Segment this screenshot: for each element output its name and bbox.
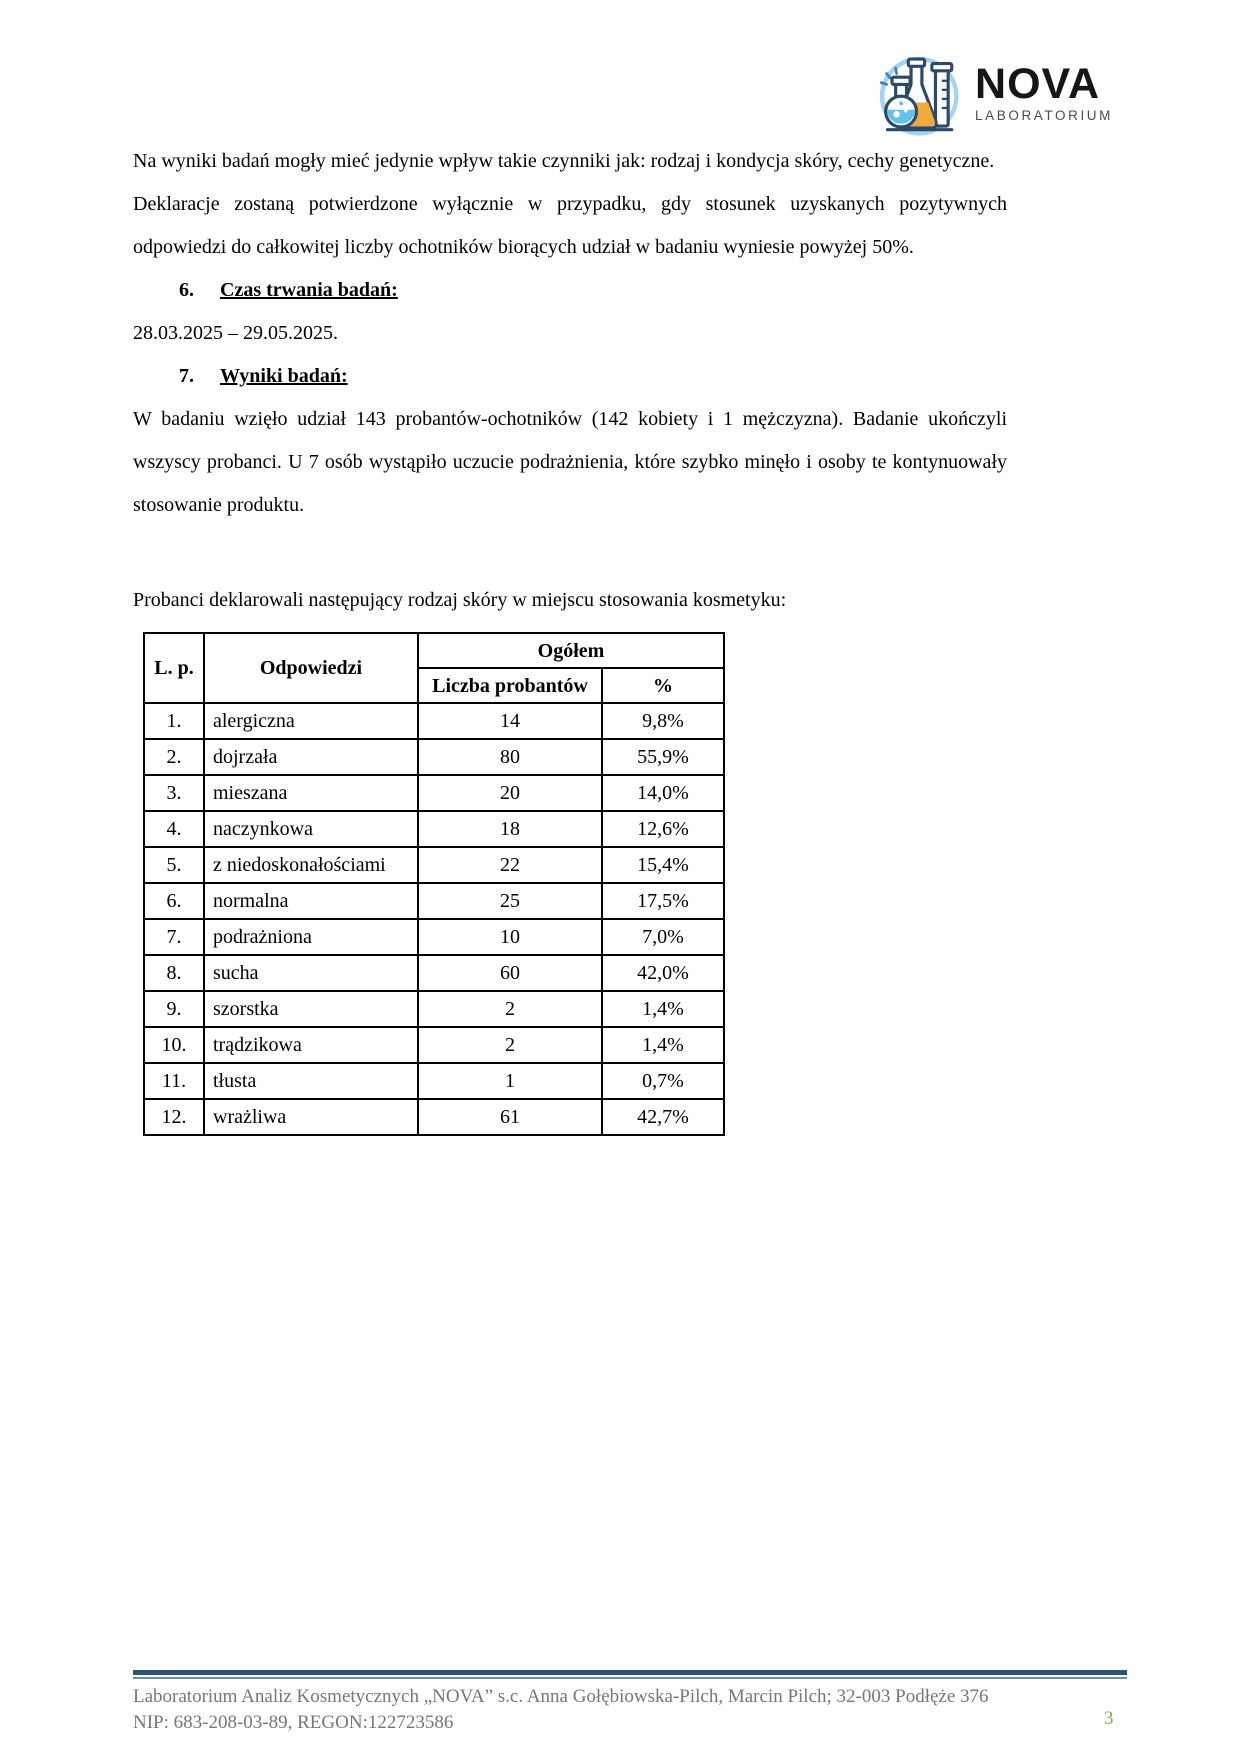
cell-answer: trądzikowa	[204, 1027, 418, 1063]
cell-answer: z niedoskonałościami	[204, 847, 418, 883]
page-number: 3	[1104, 1708, 1114, 1729]
cell-lp: 9.	[144, 991, 204, 1027]
cell-percent: 1,4%	[602, 991, 724, 1027]
cell-lp: 12.	[144, 1099, 204, 1135]
cell-lp: 11.	[144, 1063, 204, 1099]
footer	[133, 1684, 1127, 1736]
table-header-row	[144, 633, 724, 668]
paragraph-table-intro: Probanci deklarowali następujący rodzaj skóry w miejscu stosowania kosmetyku:	[133, 589, 787, 611]
cell-answer: alergiczna	[204, 703, 418, 739]
cell-count: 18	[418, 811, 602, 847]
paragraph-results: W badaniu wzięło udział 143 probantów-ochotników (142 kobiety i 1 mężczyzna). Badanie ukończyli wszyscy probanci. U 7 osób wystąpiło uczucie podrażnienia, które szybko minęło i osoby te kontynuowały stosowanie produktu.	[133, 408, 1007, 516]
cell-lp: 8.	[144, 955, 204, 991]
cell-count: 20	[418, 775, 602, 811]
cell-answer: szorstka	[204, 991, 418, 1027]
cell-count: 61	[418, 1099, 602, 1135]
table-row	[144, 1063, 724, 1099]
paragraph-declarations: Deklaracje zostaną potwierdzone wyłącznie w przypadku, gdy stosunek uzyskanych pozytywnych odpowiedzi do całkowitej liczby ochotników biorących udział w badaniu wyniesie powyżej 50%.	[133, 193, 1007, 258]
logo-text	[975, 60, 1113, 123]
cell-percent: 55,9%	[602, 739, 724, 775]
table-row	[144, 775, 724, 811]
header-percent: %	[602, 668, 724, 703]
table-row	[144, 703, 724, 739]
section-title: Czas trwania badań:	[220, 279, 398, 301]
cell-lp: 5.	[144, 847, 204, 883]
table-row	[144, 1099, 724, 1135]
cell-count: 10	[418, 919, 602, 955]
lab-flasks-icon	[875, 50, 967, 136]
header-answers: Odpowiedzi	[204, 633, 418, 703]
cell-answer: mieszana	[204, 775, 418, 811]
cell-answer: normalna	[204, 883, 418, 919]
section-title: Wyniki badań:	[220, 365, 348, 387]
header-lp: L. p.	[144, 633, 204, 703]
cell-lp: 4.	[144, 811, 204, 847]
cell-answer: naczynkowa	[204, 811, 418, 847]
cell-percent: 15,4%	[602, 847, 724, 883]
cell-percent: 17,5%	[602, 883, 724, 919]
cell-percent: 9,8%	[602, 703, 724, 739]
header-count: Liczba probantów	[418, 668, 602, 703]
section-number: 6.	[179, 279, 194, 301]
cell-count: 14	[418, 703, 602, 739]
cell-count: 25	[418, 883, 602, 919]
cell-answer: podrażniona	[204, 919, 418, 955]
cell-percent: 42,7%	[602, 1099, 724, 1135]
cell-answer: sucha	[204, 955, 418, 991]
table-row	[144, 919, 724, 955]
cell-lp: 7.	[144, 919, 204, 955]
table-row	[144, 847, 724, 883]
cell-percent: 0,7%	[602, 1063, 724, 1099]
cell-percent: 42,0%	[602, 955, 724, 991]
cell-count: 1	[418, 1063, 602, 1099]
cell-lp: 6.	[144, 883, 204, 919]
study-dates: 28.03.2025 – 29.05.2025.	[133, 322, 338, 344]
cell-answer: wrażliwa	[204, 1099, 418, 1135]
section-heading-7	[133, 355, 1007, 398]
paragraph-factors: Na wyniki badań mogły mieć jedynie wpływ takie czynniki jak: rodzaj i kondycja skóry, cechy genetyczne.	[133, 150, 995, 172]
cell-count: 60	[418, 955, 602, 991]
skin-type-table	[143, 632, 725, 1136]
cell-percent: 12,6%	[602, 811, 724, 847]
logo-title: NOVA	[975, 60, 1101, 108]
header-total: Ogółem	[418, 633, 724, 668]
nova-logo	[875, 50, 1113, 136]
cell-count: 2	[418, 991, 602, 1027]
table-row	[144, 883, 724, 919]
cell-percent: 7,0%	[602, 919, 724, 955]
cell-lp: 1.	[144, 703, 204, 739]
section-number: 7.	[179, 365, 194, 387]
table-row	[144, 739, 724, 775]
table-row	[144, 1027, 724, 1063]
cell-answer: tłusta	[204, 1063, 418, 1099]
cell-lp: 3.	[144, 775, 204, 811]
document-body	[133, 140, 1007, 1136]
cell-count: 2	[418, 1027, 602, 1063]
cell-answer: dojrzała	[204, 739, 418, 775]
cell-percent: 1,4%	[602, 1027, 724, 1063]
section-heading-6	[133, 269, 1007, 312]
cell-count: 80	[418, 739, 602, 775]
footer-company-line: Laboratorium Analiz Kosmetycznych „NOVA” s.c. Anna Gołębiowska-Pilch, Marcin Pilch; 32-003 Podłęże 376	[133, 1686, 989, 1707]
cell-count: 22	[418, 847, 602, 883]
table-row	[144, 991, 724, 1027]
blank-line	[133, 527, 1007, 579]
logo-subtitle: LABORATORIUM	[975, 108, 1113, 123]
cell-percent: 14,0%	[602, 775, 724, 811]
table-row	[144, 811, 724, 847]
cell-lp: 2.	[144, 739, 204, 775]
footer-divider	[133, 1670, 1127, 1679]
cell-lp: 10.	[144, 1027, 204, 1063]
table-row	[144, 955, 724, 991]
footer-nip-regon-line: NIP: 683-208-03-89, REGON:122723586	[133, 1712, 454, 1733]
